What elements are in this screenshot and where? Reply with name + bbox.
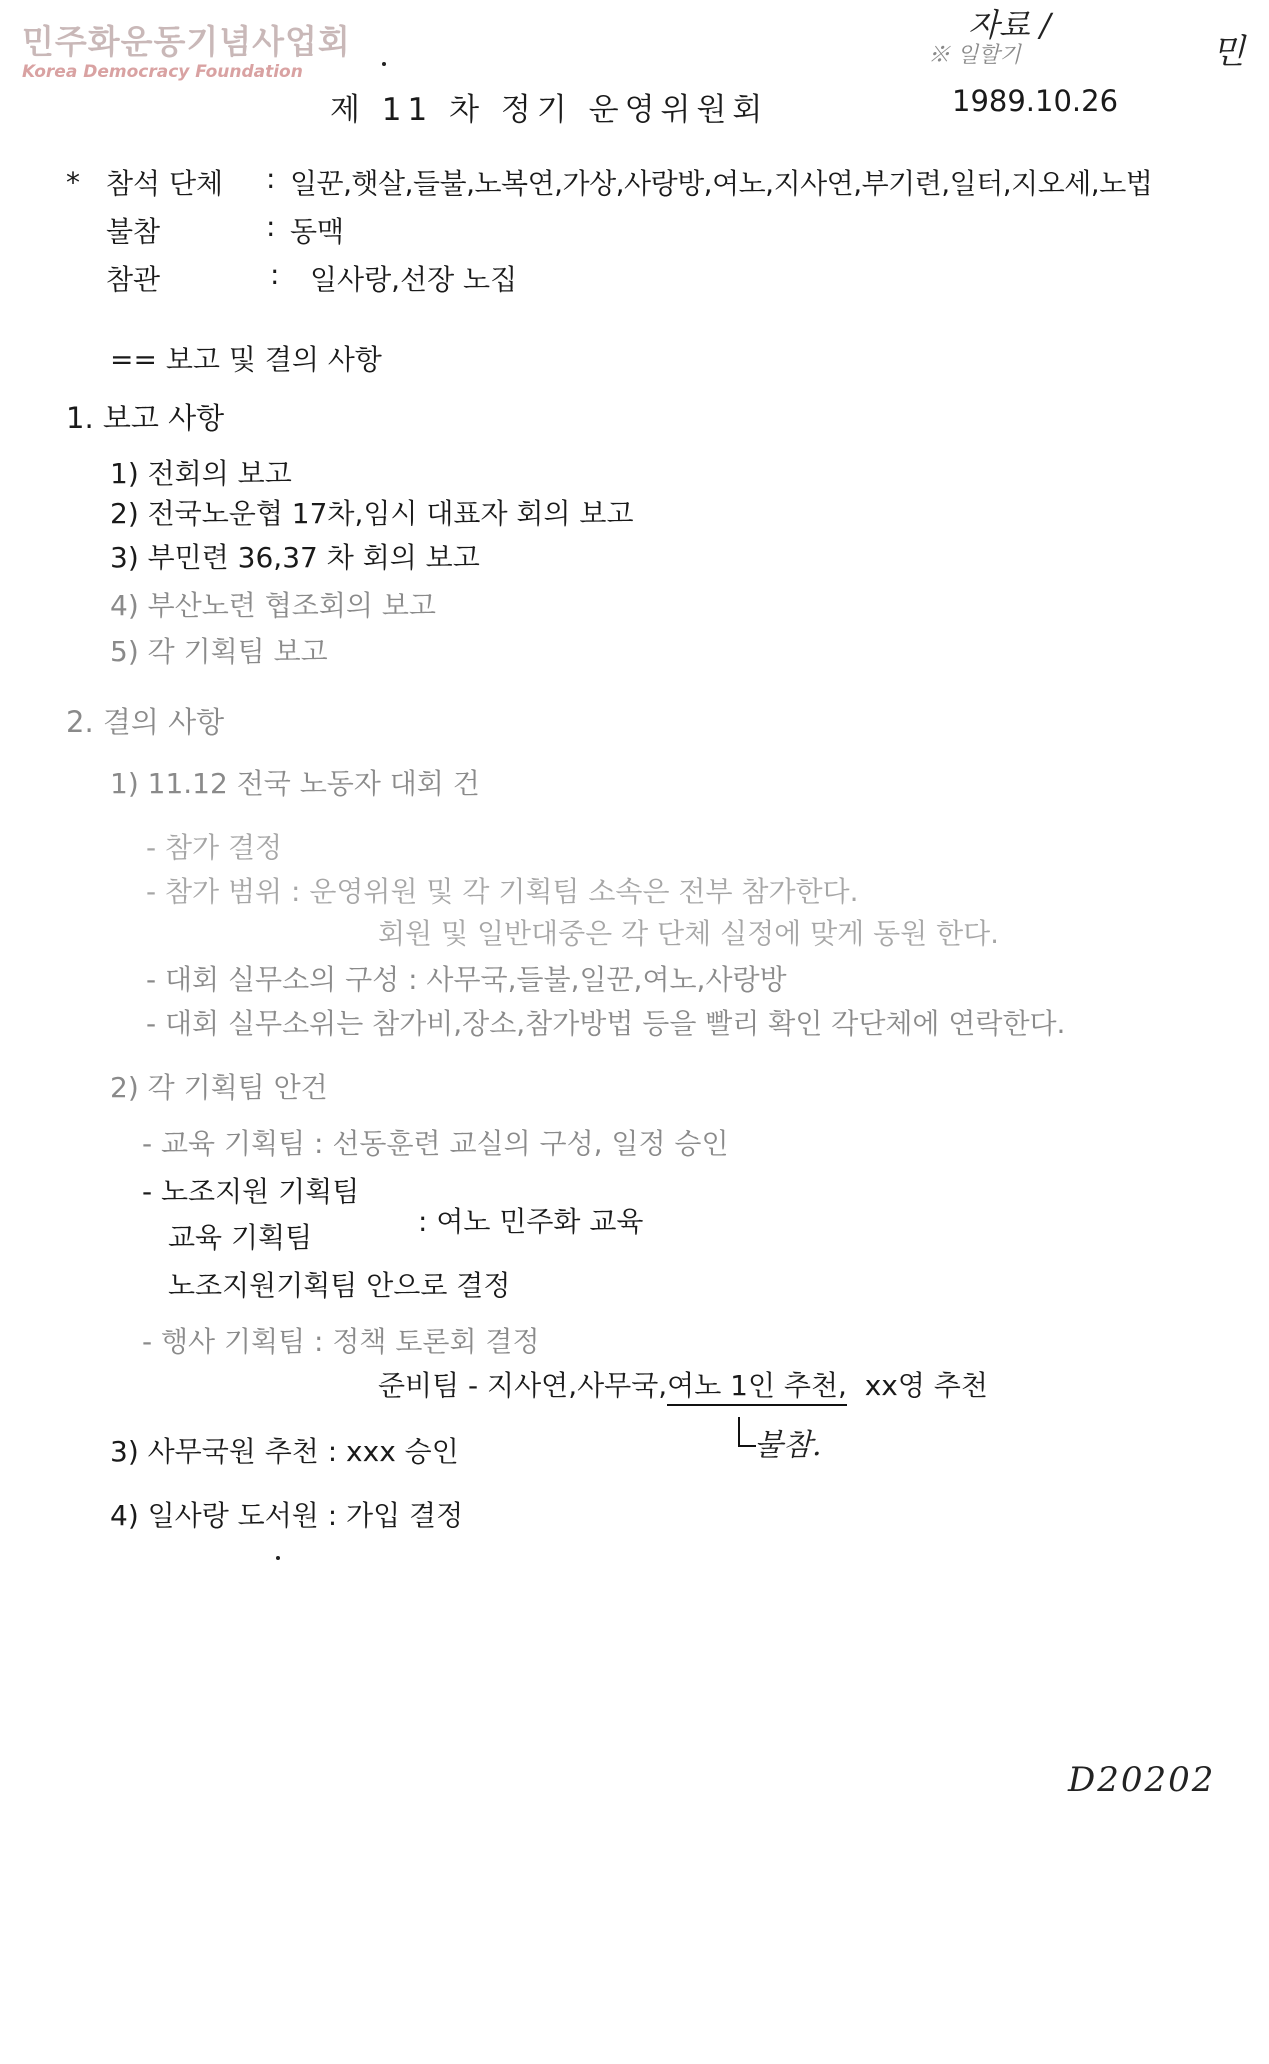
- absent-value: 동맥: [290, 215, 345, 248]
- labor-team-decision: 노조지원기획팀 안으로 결정: [168, 1269, 511, 1302]
- attendance-marker: *: [66, 166, 80, 199]
- resolution-item-3: 3) 사무국원 추천 : xxx 승인: [110, 1435, 459, 1468]
- labor-support-team: - 노조지원 기획팀: [142, 1175, 360, 1208]
- edu-topic: : 여노 민주화 교육: [418, 1205, 644, 1238]
- logo-english: Korea Democracy Foundation: [22, 62, 303, 82]
- participation-scope: - 참가 범위 : 운영위원 및 각 기획팀 소속은 전부 참가한다.: [146, 875, 859, 908]
- resolution-item-1-title: 1) 11.12 전국 노동자 대회 건: [110, 767, 480, 800]
- report-heading: 1. 보고 사항: [66, 401, 225, 435]
- resolution-item-2-title: 2) 각 기획팀 안건: [110, 1071, 328, 1104]
- observer-label: 참관: [106, 263, 161, 296]
- report-item-4: 4) 부산노련 협조회의 보고: [110, 589, 436, 622]
- handwritten-corner: 민: [1212, 32, 1245, 72]
- observer-sep: :: [270, 258, 280, 291]
- report-item-5: 5) 각 기획팀 보고: [110, 635, 328, 668]
- edu-team-line: - 교육 기획팀 : 선동훈련 교실의 구성, 일정 승인: [142, 1127, 729, 1160]
- attending-value: 일꾼,햇살,들불,노복연,가상,사랑방,여노,지사연,부기련,일터,지오세,노법: [290, 167, 1153, 200]
- edu-team-label: 교육 기획팀: [168, 1221, 313, 1254]
- prep-team-prefix: 준비팀 - 지사연,사무국,: [378, 1369, 668, 1402]
- report-item-2: 2) 전국노운협 17차,임시 대표자 회의 보고: [110, 497, 634, 530]
- participation-decision: - 참가 결정: [146, 831, 283, 864]
- resolution-heading: 2. 결의 사항: [66, 705, 225, 739]
- handwritten-mark: 자료 /: [968, 6, 1051, 44]
- prep-team-underlined: 여노 1인 추천,: [667, 1369, 847, 1406]
- attending-label: 참석 단체: [106, 167, 224, 200]
- document-title: 제 11 차 정기 운영위원회: [330, 92, 769, 128]
- document-date: 1989.10.26: [952, 84, 1119, 118]
- committee-tasks: - 대회 실무소위는 참가비,장소,참가방법 등을 빨리 확인 각단체에 연락한다.: [146, 1007, 1066, 1040]
- prep-team-suffix: xx영 추천: [864, 1369, 988, 1402]
- report-item-3: 3) 부민련 36,37 차 회의 보고: [110, 541, 480, 574]
- observer-value: 일사랑,선장 노집: [310, 263, 518, 296]
- absent-label: 불참: [106, 215, 161, 248]
- committee-composition: - 대회 실무소의 구성 : 사무국,들불,일꾼,여노,사랑방: [146, 963, 787, 996]
- attending-sep: :: [266, 162, 276, 195]
- participation-members: 회원 및 일반대중은 각 단체 실정에 맞게 동원 한다.: [378, 917, 1000, 950]
- absent-sep: :: [266, 210, 276, 243]
- resolution-item-4: 4) 일사랑 도서원 : 가입 결정: [110, 1499, 464, 1532]
- event-team-line: - 행사 기획팀 : 정책 토론회 결정: [142, 1325, 540, 1358]
- section-header: == 보고 및 결의 사항: [110, 343, 382, 376]
- report-item-1: 1) 전회의 보고: [110, 457, 292, 490]
- handwritten-scribble: ※ 일할기: [928, 43, 1021, 68]
- logo-korean: 민주화운동기념사업회: [22, 22, 351, 61]
- prep-team-line: [378, 1364, 988, 1404]
- handwritten-document-number: D20202: [1068, 1760, 1216, 1800]
- handwritten-absent-note: 불참.: [754, 1428, 822, 1463]
